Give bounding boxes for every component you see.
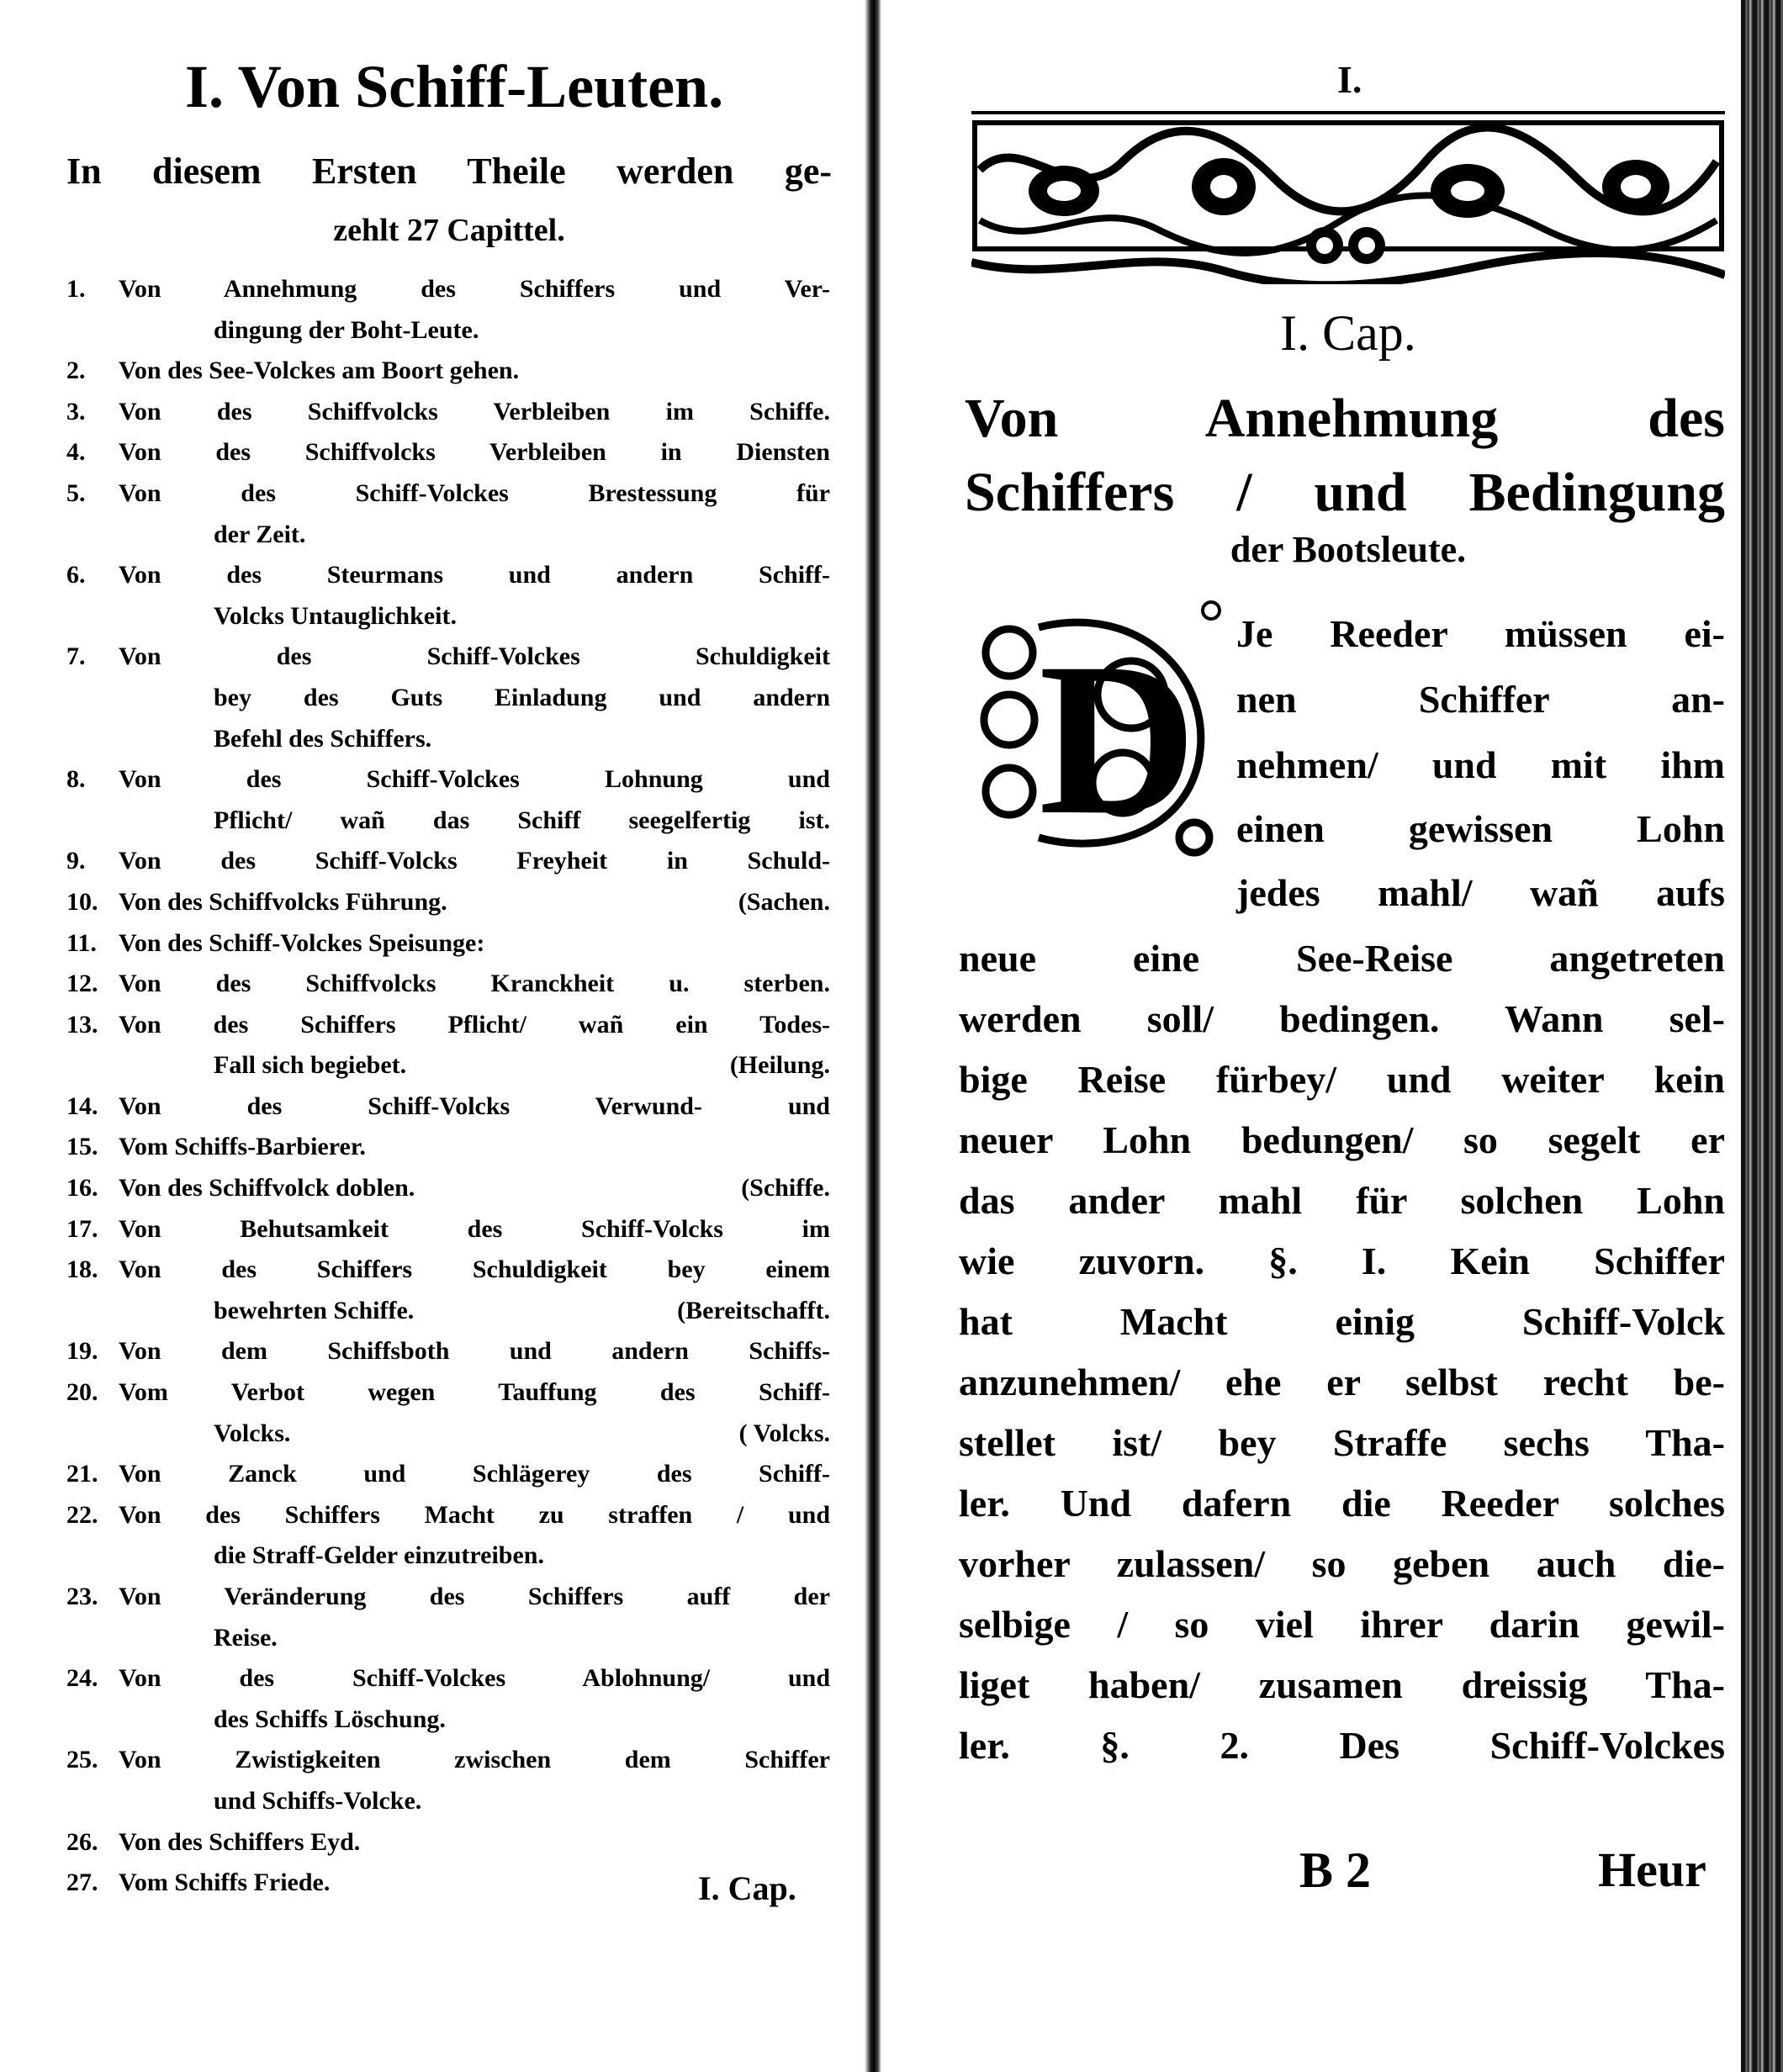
chapter-entry-runover: (Sachen. — [738, 887, 830, 916]
chapter-entry-runover: (Heilung. — [729, 1051, 830, 1080]
body-line: jedes mahl/ wañ aufs — [1236, 871, 1725, 914]
chapter-list-line — [66, 473, 830, 515]
chapter-number: 25. — [66, 1746, 98, 1774]
chapter-list-line — [66, 1536, 830, 1577]
page-number: I. — [1337, 58, 1362, 101]
chapter-entry-text: Von dem Schiffsboth und andern Schiffs- — [119, 1337, 830, 1366]
body-line: ler. §. 2. Des Schiff-Volckes — [959, 1724, 1725, 1767]
chapter-list-line — [66, 1250, 830, 1291]
chapter-list-line — [66, 923, 830, 965]
chapter-list-line — [66, 555, 830, 596]
chapter-number: 22. — [66, 1500, 98, 1529]
chapter-entry-text: und Schiffs-Volcke. — [214, 1786, 422, 1815]
catchword: Heur — [1598, 1842, 1706, 1897]
chapter-entry-runover: (Schiffe. — [741, 1174, 830, 1202]
body-line: liget haben/ zusamen dreissig Tha- — [959, 1663, 1725, 1706]
chapter-number: 10. — [66, 887, 98, 916]
drop-cap-letter: D — [1039, 618, 1197, 860]
chapter-entry-text: Fall sich begiebet. — [214, 1051, 407, 1080]
chapter-number: 2. — [66, 357, 86, 385]
chapter-list-line — [66, 882, 830, 923]
chapter-list-line — [66, 801, 830, 842]
chapter-list-line — [66, 1781, 830, 1822]
chapter-entry-text: des Schiffs Löschung. — [214, 1705, 446, 1733]
chapter-list-line — [66, 1495, 830, 1536]
chapter-entry-text: Von Behutsamkeit des Schiff-Volcks im — [119, 1214, 830, 1243]
chapter-list-line — [66, 1372, 830, 1414]
chapter-list — [66, 269, 830, 1904]
chapter-entry-text: dingung der Boht-Leute. — [214, 315, 479, 344]
left-page — [0, 0, 865, 2072]
chapter-entry-text: Von des Schiff-Volckes Brestessung für — [119, 478, 830, 507]
chapter-number: 19. — [66, 1337, 98, 1366]
body-line: wie zuvorn. §. I. Kein Schiffer — [959, 1240, 1725, 1282]
chapter-entry-text: Von Zwistigkeiten zwischen dem Schiffer — [119, 1746, 830, 1774]
body-line: stellet ist/ bey Straffe sechs Tha- — [959, 1421, 1725, 1464]
body-line: neuer Lohn bedungen/ so segelt er — [959, 1118, 1725, 1161]
chapter-list-line — [66, 637, 830, 678]
body-line: selbige / so viel ihrer darin gewil- — [959, 1603, 1725, 1646]
chapter-entry-text: Volcks Untauglichkeit. — [214, 601, 457, 630]
chapter-list-line — [66, 1005, 830, 1046]
chapter-number: 26. — [66, 1827, 98, 1856]
chapter-number: 13. — [66, 1010, 98, 1039]
body-line: vorher zulassen/ so geben auch die- — [959, 1542, 1725, 1585]
chapter-number: 4. — [66, 438, 86, 467]
body-line: werden soll/ bedingen. Wann sel- — [959, 997, 1725, 1040]
part-title: I. Von Schiff-Leuten. — [184, 53, 724, 120]
chapter-list-line — [66, 678, 830, 719]
chapter-entry-text: Von Veränderung des Schiffers auff der — [119, 1583, 830, 1610]
chapter-number: 12. — [66, 970, 98, 998]
chapter-number: 7. — [66, 642, 86, 671]
decorated-initial-d — [971, 594, 1224, 861]
chapter-entry-runover: (Bereitschafft. — [677, 1296, 830, 1324]
chapter-list-line — [66, 841, 830, 882]
body-line: ler. Und dafern die Reeder solches — [959, 1482, 1725, 1525]
chapter-entry-text: Vom Schiffs Friede. — [119, 1868, 331, 1897]
chapter-entry-text: Von des Schiffvolcks Verbleiben im Schiffe. — [119, 397, 830, 426]
chapter-entry-text: Von des Schiff-Volckes Lohnung und — [119, 765, 830, 794]
chapter-entry-text: Von des Schiffers Macht zu straffen / und — [119, 1500, 830, 1529]
chapter-list-line — [66, 596, 830, 637]
body-line: Je Reeder müssen ei- — [1236, 612, 1725, 655]
chapter-list-line — [66, 1577, 830, 1618]
chapter-heading: I. Cap. — [1280, 305, 1416, 361]
chapter-entry-text: Von des Schiff-Volcks Freyheit in Schuld- — [119, 847, 830, 875]
chapter-entry-text: der Zeit. — [214, 520, 306, 548]
chapter-entry-text: Pflicht/ wañ das Schiff seegelfertig ist. — [214, 806, 830, 834]
chapter-entry-text: Befehl des Schiffers. — [214, 724, 432, 753]
chapter-list-line — [66, 1618, 830, 1659]
chapter-number: 8. — [66, 765, 86, 794]
chapter-list-line — [66, 1127, 830, 1168]
chapter-list-line — [66, 1086, 830, 1128]
chapter-entry-text: Von des See-Volckes am Boort gehen. — [119, 357, 520, 385]
chapter-number: 14. — [66, 1092, 98, 1120]
chapter-list-line — [66, 964, 830, 1005]
chapter-title-line1: Von Annehmung des — [965, 388, 1725, 449]
chapter-list-line — [66, 1209, 830, 1250]
chapter-entry-runover: ( Volcks. — [738, 1419, 830, 1447]
header-rule — [971, 111, 1725, 114]
chapter-entry-text: Von des Schiff-Volckes Speisunge: — [119, 928, 485, 957]
chapter-entry-text: bewehrten Schiffe. — [214, 1296, 415, 1324]
chapter-number: 24. — [66, 1664, 98, 1693]
chapter-number: 21. — [66, 1460, 98, 1488]
body-line: einen gewissen Lohn — [1236, 807, 1725, 850]
chapter-title-line3: der Bootsleute. — [1230, 529, 1467, 570]
chapter-list-line — [66, 1045, 830, 1086]
chapter-title-line2: Schiffers / und Bedingung — [965, 462, 1725, 523]
chapter-entry-text: Von des Schiffvolcks Verbleiben in Diensten — [119, 438, 830, 467]
chapter-number: 27. — [66, 1868, 98, 1897]
body-line: nehmen/ und mit ihm — [1236, 743, 1725, 786]
chapter-number: 6. — [66, 561, 86, 589]
chapter-list-line — [66, 1291, 830, 1332]
chapter-entry-text: Reise. — [214, 1623, 278, 1652]
chapter-number: 17. — [66, 1214, 98, 1243]
chapter-entry-text: Von des Steurmans und andern Schiff- — [119, 561, 830, 589]
chapter-number: 11. — [66, 928, 97, 957]
chapter-list-line — [66, 515, 830, 556]
decorative-headpiece-ornament — [971, 119, 1725, 284]
chapter-number: 16. — [66, 1174, 98, 1202]
chapter-entry-text: bey des Guts Einladung und andern — [214, 683, 830, 711]
chapter-list-line — [66, 1822, 830, 1863]
body-line: das ander mahl für solchen Lohn — [959, 1179, 1725, 1222]
chapter-number: 1. — [66, 275, 86, 303]
chapter-list-line — [66, 1331, 830, 1372]
book-gutter — [865, 0, 881, 2072]
chapter-list-line — [66, 351, 830, 392]
chapter-list-line — [66, 432, 830, 473]
chapter-number: 3. — [66, 397, 86, 426]
chapter-entry-text: Von Zanck und Schlägerey des Schiff- — [119, 1460, 830, 1488]
chapter-number: 5. — [66, 478, 86, 507]
part-subtitle-line2: zehlt 27 Capittel. — [333, 213, 565, 248]
body-line: anzunehmen/ ehe er selbst recht be- — [959, 1361, 1725, 1403]
chapter-entry-text: Von des Schiff-Volckes Schuldigkeit — [119, 642, 830, 671]
signature-mark: B 2 — [1299, 1842, 1372, 1898]
chapter-entry-text: Von des Schiffvolcks Kranckheit u. sterben. — [119, 970, 830, 998]
chapter-list-line — [66, 1414, 830, 1455]
chapter-entry-text: Von des Schiffers Schuldigkeit bey einem — [119, 1255, 830, 1284]
chapter-list-line — [66, 719, 830, 760]
body-line: hat Macht einig Schiff-Volck — [959, 1300, 1725, 1343]
chapter-entry-text: Von Annehmung des Schiffers und Ver- — [119, 275, 830, 303]
chapter-entry-text: Volcks. — [214, 1419, 291, 1447]
chapter-entry-text: Vom Verbot wegen Tauffung des Schiff- — [119, 1378, 830, 1407]
chapter-number: 9. — [66, 847, 86, 875]
chapter-list-line — [66, 1740, 830, 1781]
body-line: bige Reise fürbey/ und weiter kein — [959, 1058, 1725, 1101]
chapter-list-line — [66, 269, 830, 310]
chapter-entry-text: Von des Schiff-Volckes Ablohnung/ und — [119, 1664, 830, 1693]
chapter-list-line — [66, 1658, 830, 1699]
chapter-list-line — [66, 392, 830, 433]
chapter-list-line — [66, 759, 830, 801]
chapter-entry-text: Von des Schiffers Eyd. — [119, 1827, 361, 1856]
chapter-list-line — [66, 1699, 830, 1741]
chapter-entry-text: Vom Schiffs-Barbierer. — [119, 1133, 366, 1161]
chapter-entry-text: Von des Schiffvolck doblen. — [119, 1174, 415, 1202]
chapter-number: 18. — [66, 1255, 98, 1284]
chapter-entry-text: Von des Schiffers Pflicht/ wañ ein Todes- — [119, 1010, 830, 1039]
body-line: neue eine See-Reise angetreten — [959, 937, 1725, 980]
chapter-list-line — [66, 310, 830, 352]
body-line: nen Schiffer an- — [1236, 678, 1725, 721]
chapter-entry-text: Von des Schiffvolcks Führung. — [119, 887, 447, 916]
chapter-entry-text: Von des Schiff-Volcks Verwund- und — [119, 1092, 830, 1120]
book-edge — [1741, 0, 1783, 2072]
chapter-list-line — [66, 1168, 830, 1209]
chapter-number: 23. — [66, 1583, 98, 1610]
chapter-entry-text: die Straff-Gelder einzutreiben. — [214, 1541, 544, 1570]
chapter-number: 20. — [66, 1378, 98, 1407]
catchword: I. Cap. — [698, 1869, 796, 1907]
chapter-number: 15. — [66, 1133, 98, 1161]
chapter-list-line — [66, 1454, 830, 1495]
part-subtitle-line1: In diesem Ersten Theile werden ge- — [66, 151, 832, 192]
